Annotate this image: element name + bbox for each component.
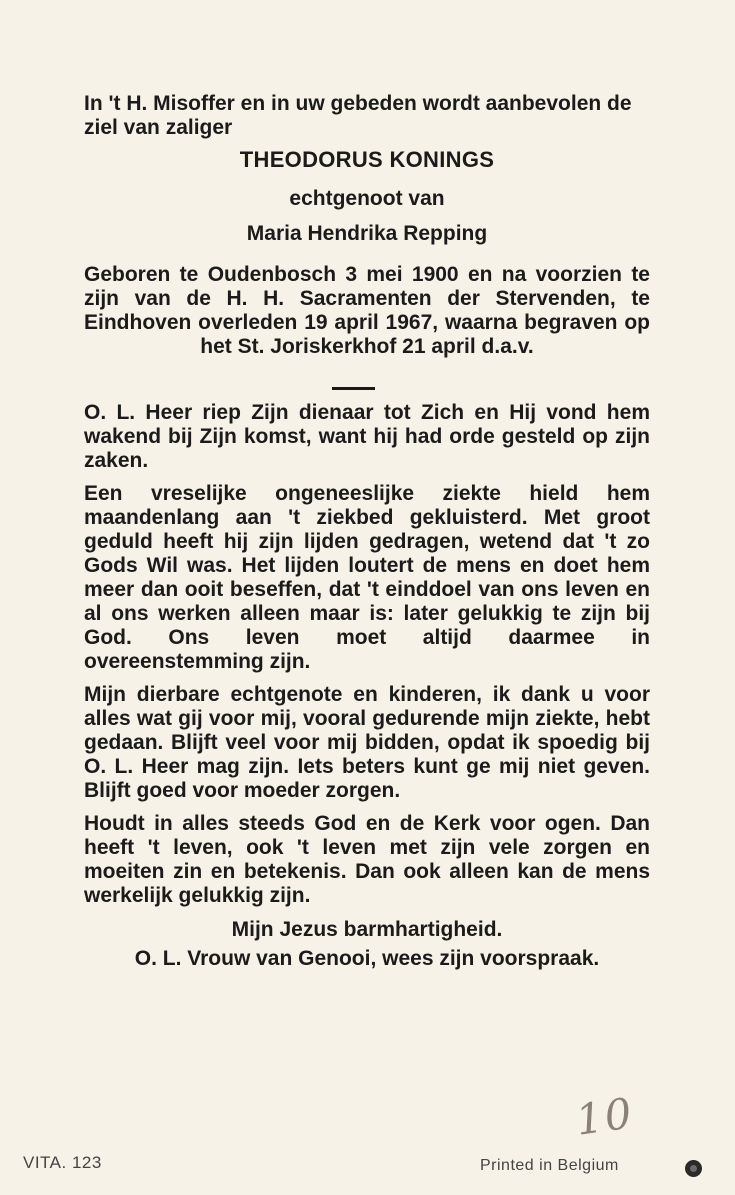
spouse-name: Maria Hendrika Repping: [246, 222, 488, 245]
printer-emblem-icon: [685, 1160, 702, 1177]
prayer-mercy: Mijn Jezus barmhartigheid.: [231, 918, 503, 941]
series-code: VITA. 123: [23, 1153, 102, 1172]
birth-death-text: Geboren te Oudenbosch 3 mei 1900 en na voorzien te zijn van de H. H. Sacramenten der Stervenden, te Eindhoven overleden 19 april 1967, waarna begraven op het St. Joriskerkhof 21 april d.a.v.: [84, 263, 650, 358]
paragraph-3: Mijn dierbare echtgenote en kinderen, ik dank u voor alles wat gij voor mij, vooral gedurende mijn ziekte, hebt gedaan. Blijft veel voor mij bidden, opdat ik spoedig bij O. L. Heer mag zijn. Iets beters kunt ge mij niet geven. Blijft goed voor moeder zorgen.: [84, 683, 650, 802]
paragraph-2: Een vreselijke ongeneeslijke ziekte hield hem maandenlang aan 't ziekbed gekluisterd. Met groot geduld heeft hij zijn lijden gedragen, wetend dat 't zo Gods Wil was. Het lijden loutert de mens en doet hem meer dan ooit beseffen, dat 't einddoel van ons leven en al ons werken alleen maar is: later gelukkig te zijn bij God. Ons leven moet altijd daarmee in overeenstemming zijn.: [84, 482, 650, 673]
printed-in-label: Printed in Belgium: [480, 1157, 619, 1174]
divider-line: [332, 387, 375, 390]
handwritten-number: 10: [572, 1088, 637, 1145]
card-text: [84, 92, 650, 971]
divider-area: [84, 359, 650, 401]
prayer-our-lady: O. L. Vrouw van Genooi, wees zijn voorspraak.: [134, 947, 600, 970]
paragraph-4: Houdt in alles steeds God en de Kerk voor ogen. Dan heeft 't leven, ook 't leven met zijn vele zorgen en moeiten zin en betekenis. Dan ook alleen kan de mens werkelijk gelukkig zijn.: [84, 812, 650, 907]
intro-text: In 't H. Misoffer en in uw gebeden wordt aanbevolen de ziel van zaliger: [84, 92, 632, 139]
paragraph-1: O. L. Heer riep Zijn dienaar tot Zich en Hij vond hem wakend bij Zijn komst, want hij had orde gesteld op zijn zaken.: [84, 401, 650, 472]
deceased-name: THEODORUS KONINGS: [239, 147, 495, 172]
relation-text: echtgenoot van: [289, 187, 445, 210]
